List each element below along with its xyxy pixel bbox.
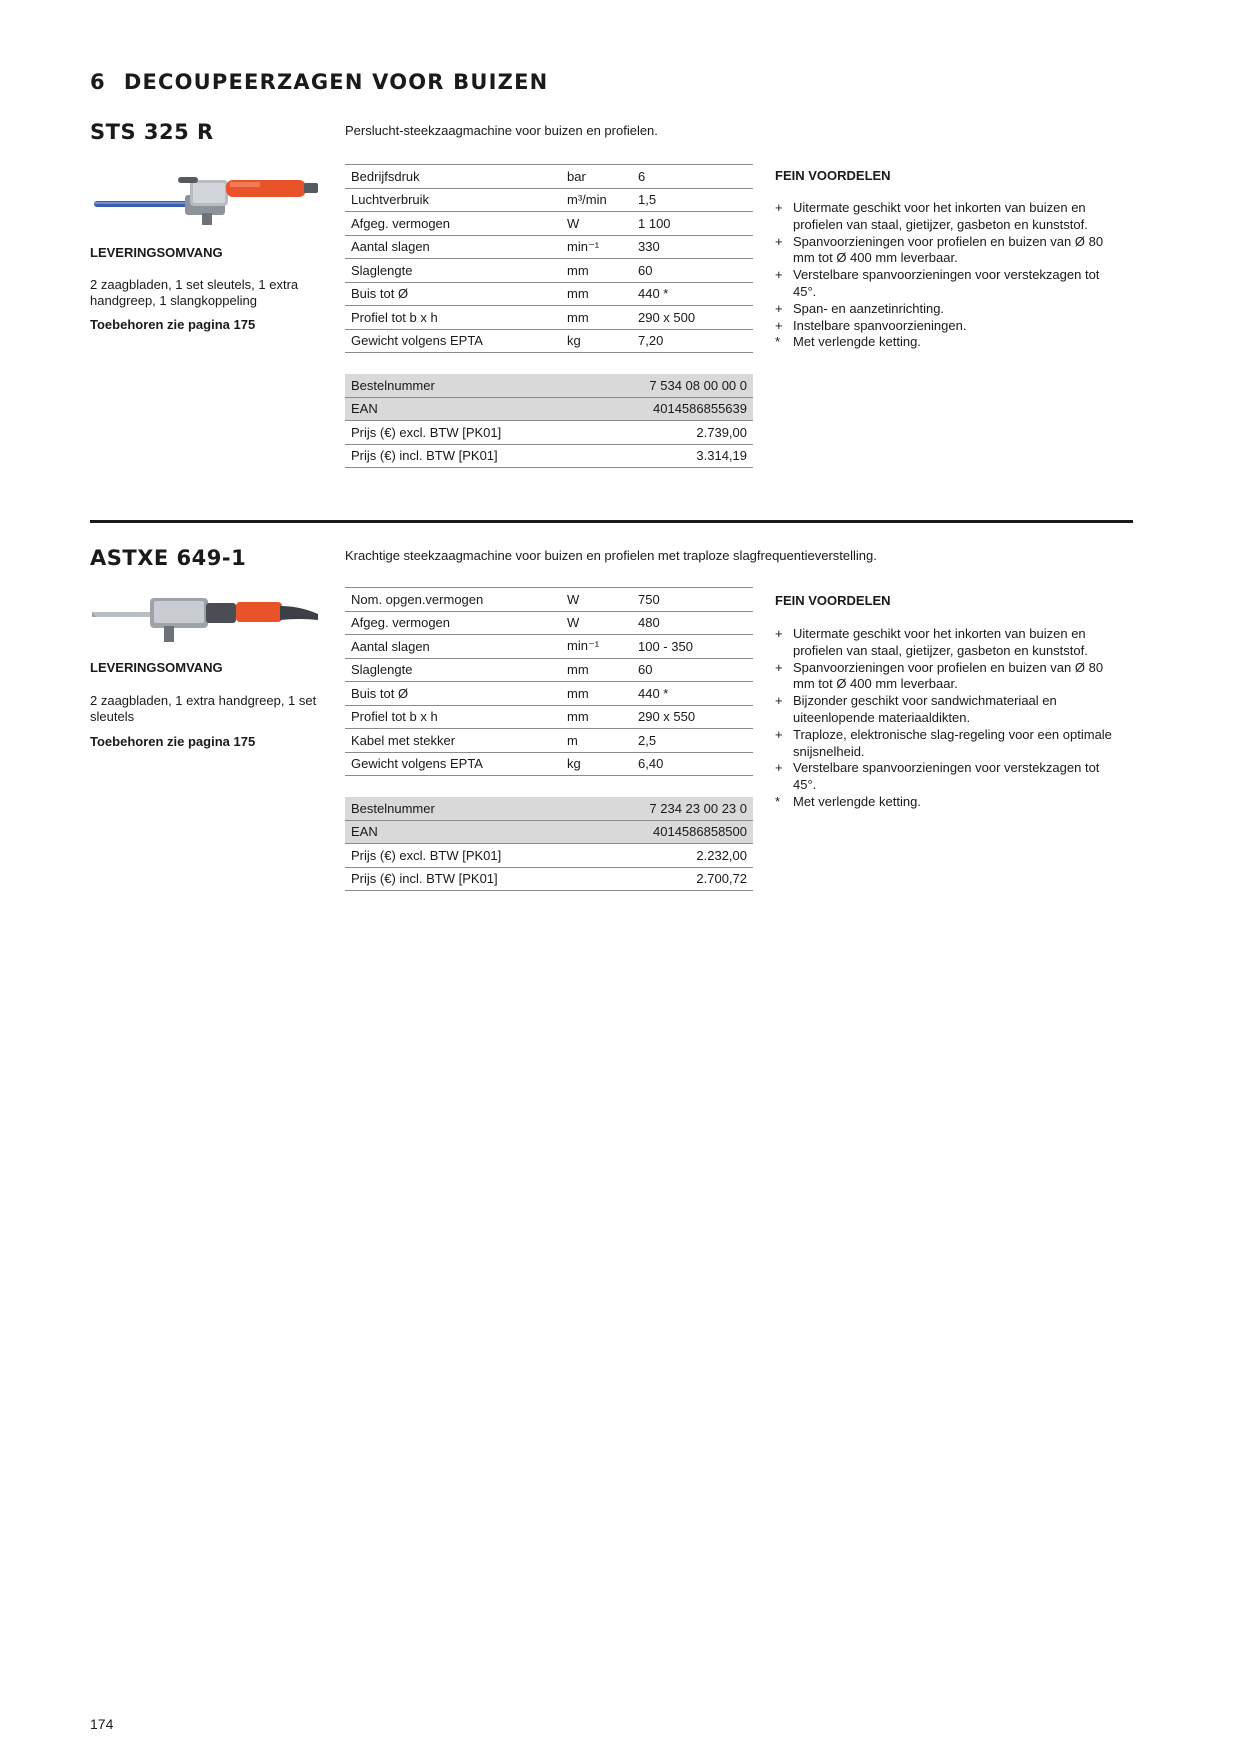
order-label: Bestelnummer: [345, 374, 589, 397]
table-row: [345, 188, 753, 212]
spec-value: 1 100: [632, 212, 753, 236]
spec-label: Profiel tot b x h: [345, 306, 561, 330]
advantages-list: [775, 626, 1125, 811]
list-item: [775, 693, 1125, 727]
bullet-marker: +: [775, 300, 783, 316]
spec-value: 1,5: [632, 188, 753, 212]
electric-pipe-saw-image: [90, 588, 322, 648]
spec-unit: mm: [561, 658, 632, 682]
advantage-text: Verstelbare spanvoorzieningen voor verstekzagen tot 45°.: [793, 760, 1100, 793]
advantage-text: Instelbare spanvoorzieningen.: [793, 317, 967, 333]
table-row: [345, 658, 753, 682]
bullet-marker: +: [775, 267, 783, 283]
spec-unit: kg: [561, 752, 632, 776]
bullet-marker: +: [775, 760, 783, 776]
spec-unit: kg: [561, 329, 632, 353]
advantage-text: Traploze, elektronische slag-regeling voor een optimale snijsnelheid.: [793, 726, 1112, 759]
spec-unit: W: [561, 588, 632, 612]
advantages-heading: FEIN VOORDELEN: [775, 593, 891, 608]
table-row: [345, 635, 753, 659]
page-number: 174: [90, 1716, 114, 1732]
order-value: 7 234 23 00 23 0: [589, 797, 754, 820]
table-row: [345, 844, 753, 868]
list-item: [775, 318, 1125, 335]
spec-label: Gewicht volgens EPTA: [345, 329, 561, 353]
bullet-marker: +: [775, 233, 783, 249]
list-item: [775, 267, 1125, 301]
spec-value: 2,5: [632, 729, 753, 753]
order-label: Prijs (€) excl. BTW [PK01]: [345, 421, 589, 445]
spec-value: 60: [632, 259, 753, 283]
table-row: [345, 867, 753, 891]
advantage-text: Spanvoorzieningen voor profielen en buizen van Ø 80 mm tot Ø 400 mm leverbaar.: [793, 659, 1104, 692]
list-item: [775, 794, 1125, 811]
order-label: Prijs (€) incl. BTW [PK01]: [345, 444, 589, 468]
spec-value: 750: [632, 588, 753, 612]
spec-value: 7,20: [632, 329, 753, 353]
spec-unit: min⁻¹: [561, 235, 632, 259]
spec-label: Aantal slagen: [345, 235, 561, 259]
advantage-text: Uitermate geschikt voor het inkorten van buizen en profielen van staal, gietijzer, gasbeton en kunststof.: [793, 200, 1088, 232]
bullet-marker: +: [775, 200, 783, 215]
chapter-number: 6: [90, 70, 106, 94]
table-row: [345, 611, 753, 635]
table-row: [345, 797, 753, 820]
product-description: Krachtige steekzaagmachine voor buizen en profielen met traploze slagfrequentieverstelling.: [345, 548, 877, 563]
table-row: [345, 397, 753, 421]
table-row: [345, 820, 753, 844]
table-row: [345, 306, 753, 330]
spec-unit: mm: [561, 259, 632, 283]
spec-unit: mm: [561, 705, 632, 729]
spec-unit: min⁻¹: [561, 635, 632, 659]
bullet-marker: +: [775, 726, 783, 742]
advantage-text: Uitermate geschikt voor het inkorten van buizen en profielen van staal, gietijzer, gasbeton en kunststof.: [793, 626, 1088, 658]
spec-unit: m: [561, 729, 632, 753]
scope-heading: LEVERINGSOMVANG: [90, 660, 223, 675]
accessories-reference: Toebehoren zie pagina 175: [90, 734, 256, 749]
order-label: Bestelnummer: [345, 797, 589, 820]
spec-value: 290 x 550: [632, 705, 753, 729]
table-row: [345, 259, 753, 283]
pneumatic-pipe-saw-image: [90, 168, 322, 228]
order-value: 2.232,00: [589, 844, 754, 868]
scope-heading: LEVERINGSOMVANG: [90, 245, 223, 260]
spec-value: 440 *: [632, 682, 753, 706]
spec-label: Afgeg. vermogen: [345, 611, 561, 635]
spec-unit: bar: [561, 165, 632, 189]
list-item: [775, 626, 1125, 660]
chapter-heading: [90, 70, 548, 94]
table-row: [345, 282, 753, 306]
order-label: EAN: [345, 820, 589, 844]
order-value: 3.314,19: [589, 444, 754, 468]
chapter-title: DECOUPEERZAGEN VOOR BUIZEN: [123, 70, 549, 94]
order-label: Prijs (€) incl. BTW [PK01]: [345, 867, 589, 891]
bullet-marker: +: [775, 693, 783, 709]
advantage-text: Met verlengde ketting.: [793, 793, 921, 809]
spec-unit: W: [561, 611, 632, 635]
spec-label: Profiel tot b x h: [345, 705, 561, 729]
table-row: [345, 682, 753, 706]
table-row: [345, 444, 753, 468]
bullet-marker: +: [775, 659, 783, 675]
spec-label: Nom. opgen.vermogen: [345, 588, 561, 612]
advantage-text: Verstelbare spanvoorzieningen voor verstekzagen tot 45°.: [793, 267, 1100, 299]
spec-unit: W: [561, 212, 632, 236]
list-item: [775, 301, 1125, 318]
spec-label: Kabel met stekker: [345, 729, 561, 753]
spec-label: Afgeg. vermogen: [345, 212, 561, 236]
table-row: [345, 705, 753, 729]
spec-label: Slaglengte: [345, 658, 561, 682]
spec-unit: mm: [561, 682, 632, 706]
order-value: 4014586858500: [589, 820, 754, 844]
order-value: 2.700,72: [589, 867, 754, 891]
table-row: [345, 374, 753, 397]
list-item: [775, 727, 1125, 761]
list-item: [775, 200, 1125, 234]
table-row: [345, 588, 753, 612]
product-description: Perslucht-steekzaagmachine voor buizen en profielen.: [345, 123, 658, 138]
order-value: 2.739,00: [589, 421, 754, 445]
spec-value: 330: [632, 235, 753, 259]
scope-text: 2 zaagbladen, 1 extra handgreep, 1 set sleutels: [90, 693, 317, 724]
bullet-marker: *: [775, 793, 781, 809]
list-item: [775, 660, 1125, 694]
table-row: [345, 329, 753, 353]
spec-value: 6: [632, 165, 753, 189]
order-label: EAN: [345, 397, 589, 421]
spec-label: Aantal slagen: [345, 635, 561, 659]
spec-label: Buis tot Ø: [345, 282, 561, 306]
list-item: [775, 234, 1125, 268]
table-row: [345, 752, 753, 776]
advantages-heading: FEIN VOORDELEN: [775, 168, 891, 183]
order-label: Prijs (€) excl. BTW [PK01]: [345, 844, 589, 868]
order-value: 7 534 08 00 00 0: [589, 374, 754, 397]
table-row: [345, 212, 753, 236]
list-item: [775, 760, 1125, 794]
section-divider: [90, 520, 1133, 523]
bullet-marker: +: [775, 317, 783, 333]
spec-value: 60: [632, 658, 753, 682]
spec-label: Bedrijfsdruk: [345, 165, 561, 189]
spec-table: [345, 587, 753, 776]
advantages-list: [775, 200, 1125, 351]
order-table: [345, 374, 753, 468]
table-row: [345, 421, 753, 445]
spec-unit: m³/min: [561, 188, 632, 212]
spec-label: Gewicht volgens EPTA: [345, 752, 561, 776]
bullet-marker: *: [775, 334, 781, 350]
table-row: [345, 235, 753, 259]
table-row: [345, 165, 753, 189]
order-value: 4014586855639: [589, 397, 754, 421]
spec-value: 100 - 350: [632, 635, 753, 659]
advantage-text: Met verlengde ketting.: [793, 334, 921, 350]
spec-unit: mm: [561, 306, 632, 330]
spec-value: 6,40: [632, 752, 753, 776]
advantage-text: Bijzonder geschikt voor sandwichmateriaal en uiteenlopende materiaaldikten.: [793, 693, 1057, 725]
scope-text: 2 zaagbladen, 1 set sleutels, 1 extra handgreep, 1 slangkoppeling: [90, 277, 299, 308]
spec-value: 290 x 500: [632, 306, 753, 330]
spec-value: 480: [632, 611, 753, 635]
accessories-reference: Toebehoren zie pagina 175: [90, 317, 256, 332]
spec-label: Luchtverbruik: [345, 188, 561, 212]
spec-unit: mm: [561, 282, 632, 306]
product-model: STS 325 R: [90, 120, 214, 144]
order-table: [345, 797, 753, 891]
spec-label: Slaglengte: [345, 259, 561, 283]
advantage-text: Spanvoorzieningen voor profielen en buizen van Ø 80 mm tot Ø 400 mm leverbaar.: [793, 233, 1104, 266]
spec-label: Buis tot Ø: [345, 682, 561, 706]
product-model: ASTXE 649-1: [90, 546, 247, 570]
bullet-marker: +: [775, 626, 783, 641]
advantage-text: Span- en aanzetinrichting.: [793, 300, 945, 316]
spec-value: 440 *: [632, 282, 753, 306]
spec-table: [345, 164, 753, 353]
list-item: [775, 334, 1125, 351]
table-row: [345, 729, 753, 753]
